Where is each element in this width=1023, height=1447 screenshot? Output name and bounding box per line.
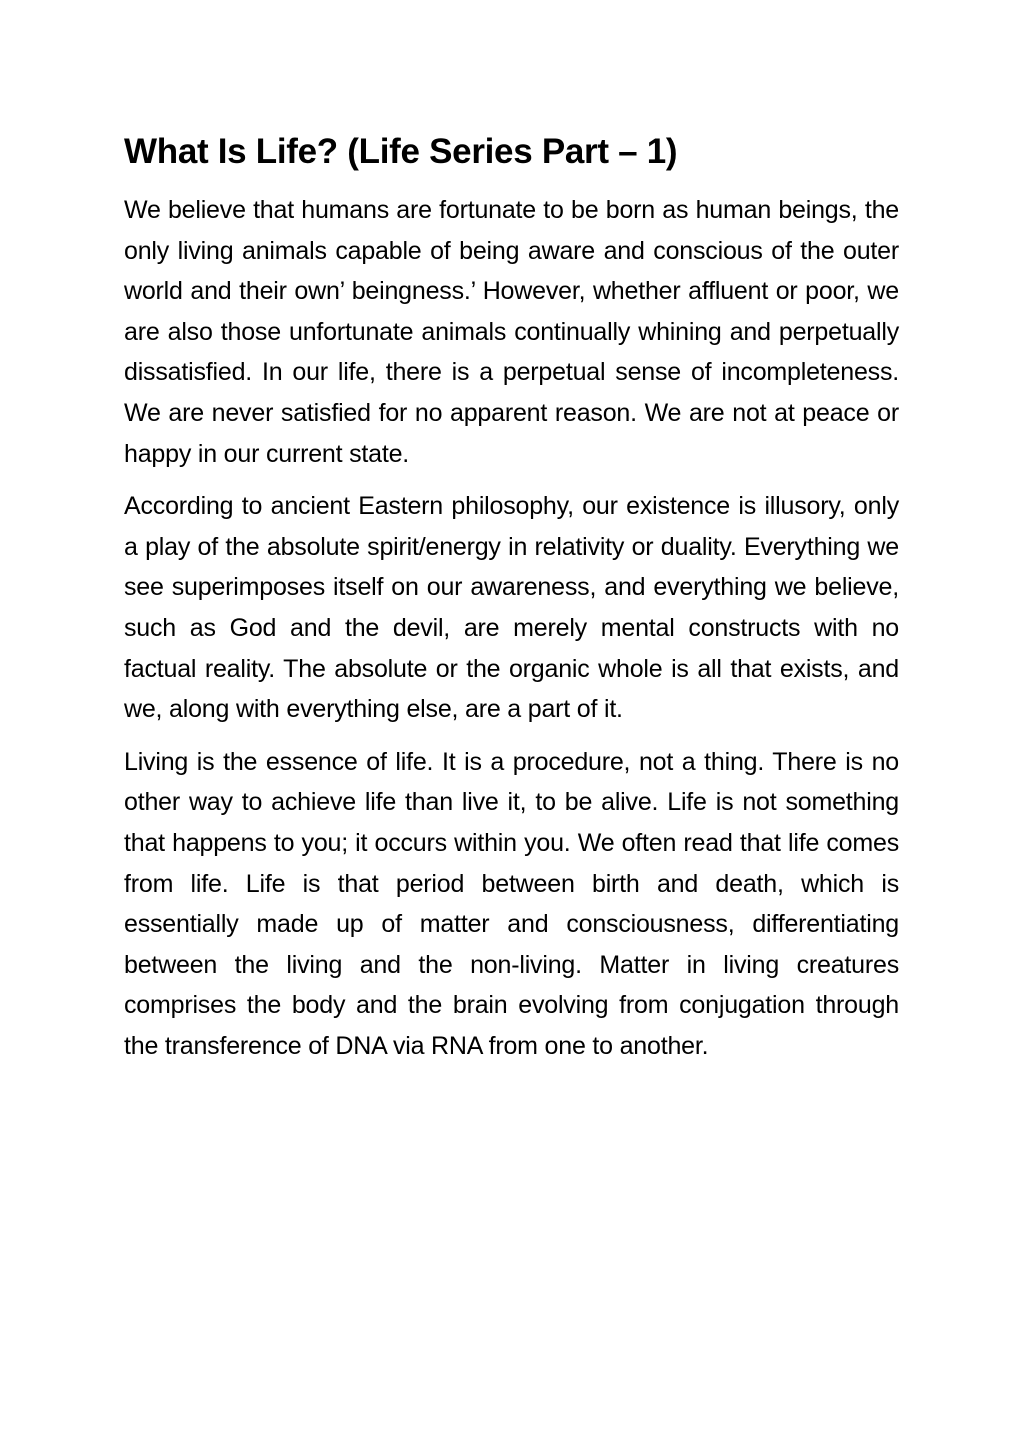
document-title: What Is Life? (Life Series Part – 1) (124, 132, 678, 171)
paragraph-3: Living is the essence of life. It is a procedure, not a thing. There is no other way to achieve life than live it, to be alive. Life is not something that happens to you; it occurs within you. We often read that life comes from life. Life is that period between birth and death, which is essentially made up of matter and consciousness, differentiating between the living and the non-living. Matter in living creatures comprises the body and the brain evolving from conjugation through the transference of DNA via RNA from one to another. (124, 747, 899, 1060)
paragraph-1: We believe that humans are fortunate to be born as human beings, the only living animals capable of being aware and conscious of the outer world and their own’ beingness.’ However, whether affluent or poor, we are also those unfortunate animals continually whining and perpetually dissatisfied. In our life, there is a perpetual sense of incompleteness. We are never satisfied for no apparent reason. We are not at peace or happy in our current state. (124, 196, 899, 468)
document-page (124, 128, 899, 1078)
paragraph-2: According to ancient Eastern philosophy, our existence is illusory, only a play of the absolute spirit/energy in relativity or duality. Everything we see superimposes itself on our awareness, and everything we believe, such as God and the devil, are merely mental constructs with no factual reality. The absolute or the organic whole is all that exists, and we, along with everything else, are a part of it. (124, 492, 899, 724)
